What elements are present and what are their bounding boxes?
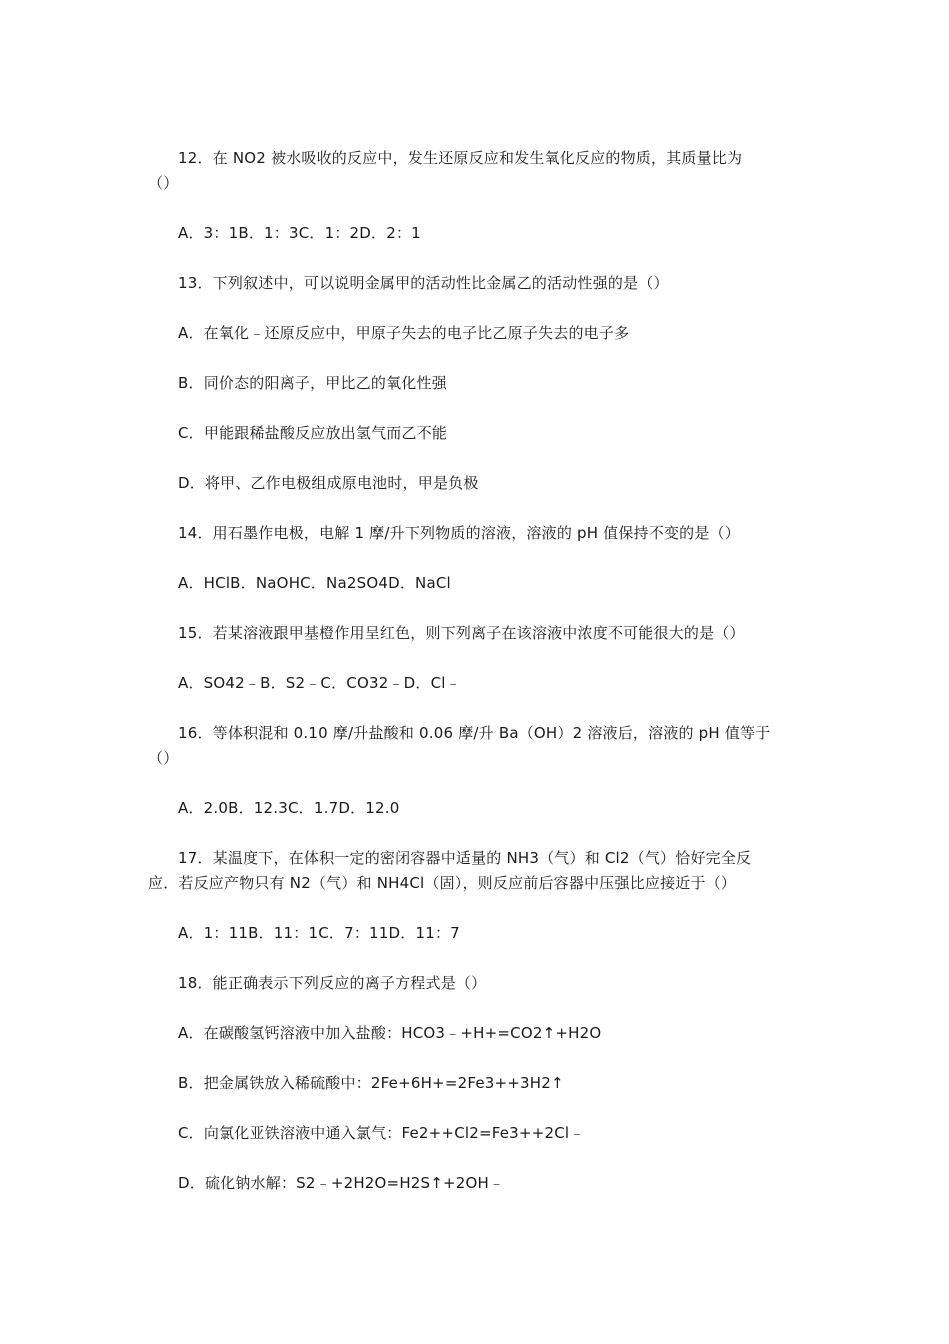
question-13-stem: 13．下列叙述中，可以说明金属甲的活动性比金属乙的活动性强的是（） (178, 274, 669, 292)
question-12-stem-continued: （） (148, 174, 179, 192)
question-13-option-b: B．同价态的阳离子，甲比乙的氧化性强 (178, 374, 447, 392)
question-16-stem: 16．等体积混和 0.10 摩/升盐酸和 0.06 摩/升 Ba（OH）2 溶液后，溶液的 pH 值等于 (178, 724, 771, 742)
question-18-option-d: D．硫化钠水解：S2﹣+2H2O=H2S↑+2OH﹣ (178, 1174, 505, 1192)
question-15-options: A．SO42﹣B．S2﹣C．CO32﹣D．Cl﹣ (178, 674, 461, 692)
question-16-options: A．2.0B．12.3C．1.7D．12.0 (178, 799, 400, 817)
question-13-option-d: D．将甲、乙作电极组成原电池时，甲是负极 (178, 474, 479, 492)
question-18-option-c: C．向氯化亚铁溶液中通入氯气：Fe2++Cl2=Fe3++2Cl﹣ (178, 1124, 585, 1142)
question-17-options: A．1：11B．11：1C．7：11D．11：7 (178, 924, 460, 942)
question-18-option-a: A．在碳酸氢钙溶液中加入盐酸：HCO3﹣+H+=CO2↑+H2O (178, 1024, 602, 1042)
question-18-option-b: B．把金属铁放入稀硫酸中：2Fe+6H+=2Fe3++3H2↑ (178, 1074, 564, 1092)
question-12-stem: 12．在 NO2 被水吸收的反应中，发生还原反应和发生氧化反应的物质，其质量比为 (178, 149, 743, 167)
question-17-stem-continued: 应．若反应产物只有 N2（气）和 NH4Cl（固），则反应前后容器中压强比应接近于（） (148, 874, 737, 892)
question-12-options: A．3：1B．1：3C．1：2D．2：1 (178, 224, 421, 242)
question-15-stem: 15．若某溶液跟甲基橙作用呈红色，则下列离子在该溶液中浓度不可能很大的是（） (178, 624, 745, 642)
question-16-stem-continued: （） (148, 749, 179, 767)
question-14-options: A．HClB．NaOHC．Na2SO4D．NaCl (178, 574, 451, 592)
question-13-option-c: C．甲能跟稀盐酸反应放出氢气而乙不能 (178, 424, 448, 442)
question-18-stem: 18．能正确表示下列反应的离子方程式是（） (178, 974, 487, 992)
question-13-option-a: A．在氧化﹣还原反应中，甲原子失去的电子比乙原子失去的电子多 (178, 324, 630, 342)
question-17-stem: 17．某温度下，在体积一定的密闭容器中适量的 NH3（气）和 Cl2（气）恰好完全反 (178, 849, 752, 867)
question-14-stem: 14．用石墨作电极，电解 1 摩/升下列物质的溶液，溶液的 pH 值保持不变的是（） (178, 524, 740, 542)
